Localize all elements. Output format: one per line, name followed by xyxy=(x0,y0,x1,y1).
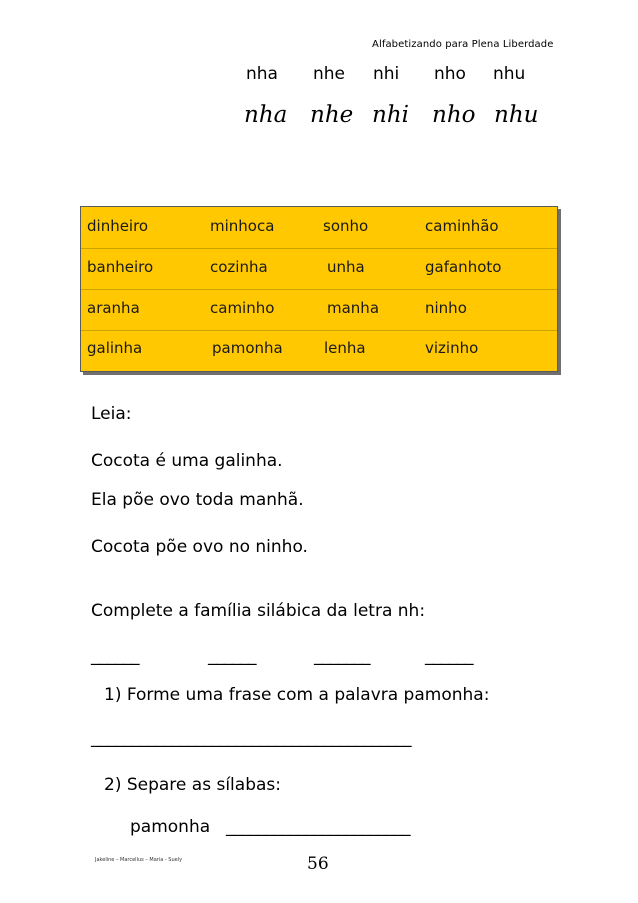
answer-blank[interactable]: ______ xyxy=(208,646,256,666)
syllable-print-nho: nho xyxy=(434,64,466,84)
table-cell: lenha xyxy=(324,339,366,357)
table-cell: pamonha xyxy=(212,339,283,357)
table-cell: ninho xyxy=(425,299,467,317)
syllable-print-nhi: nhi xyxy=(373,64,400,84)
page-number: 56 xyxy=(307,854,329,874)
syllable-print-nhe: nhe xyxy=(313,64,346,84)
reading-heading: Leia: xyxy=(91,404,132,424)
table-cell: banheiro xyxy=(87,258,154,276)
table-cell: sonho xyxy=(323,217,369,235)
syllable-script-nhe: nhe xyxy=(310,102,354,128)
syllable-script-nho: nho xyxy=(432,102,476,128)
table-cell: manha xyxy=(327,299,380,317)
footer-authors: Jakeline – Marcellus – Maria - Suely xyxy=(95,857,183,863)
syllable-split-blank[interactable]: _______________________ xyxy=(226,817,410,837)
syllable-script-nha: nha xyxy=(244,102,288,128)
table-row-divider xyxy=(81,289,557,290)
table-cell: vizinho xyxy=(425,339,479,357)
answer-blank[interactable]: ______ xyxy=(425,646,473,666)
syllable-split-word: pamonha xyxy=(130,817,211,837)
syllable-print-nhu: nhu xyxy=(493,64,526,84)
table-cell: dinheiro xyxy=(87,217,149,235)
word-table xyxy=(80,206,558,372)
syllable-script-nhu: nhu xyxy=(494,102,539,128)
reading-line: Ela põe ovo toda manhã. xyxy=(91,490,304,510)
table-row-divider xyxy=(81,248,557,249)
table-cell: caminhão xyxy=(425,217,499,235)
syllable-script-nhi: nhi xyxy=(372,102,409,128)
table-cell: aranha xyxy=(87,299,140,317)
answer-blank[interactable]: _______ xyxy=(314,646,370,666)
sentence-answer-blank[interactable]: ________________________________________ xyxy=(91,728,411,748)
table-cell: galinha xyxy=(87,339,143,357)
table-cell: unha xyxy=(327,258,365,276)
table-cell: gafanhoto xyxy=(425,258,502,276)
exercise-2-instruction: 2) Separe as sílabas: xyxy=(104,775,281,795)
table-cell: minhoca xyxy=(210,217,275,235)
answer-blank[interactable]: ______ xyxy=(91,646,139,666)
table-cell: cozinha xyxy=(210,258,268,276)
exercise-complete-instruction: Complete a família silábica da letra nh: xyxy=(91,601,426,621)
syllable-print-nha: nha xyxy=(246,64,278,84)
reading-line: Cocota é uma galinha. xyxy=(91,451,283,471)
table-row-divider xyxy=(81,330,557,331)
table-cell: caminho xyxy=(210,299,275,317)
page-header-title: Alfabetizando para Plena Liberdade xyxy=(372,39,554,50)
reading-line: Cocota põe ovo no ninho. xyxy=(91,537,308,557)
exercise-1-instruction: 1) Forme uma frase com a palavra pamonha: xyxy=(104,685,490,705)
